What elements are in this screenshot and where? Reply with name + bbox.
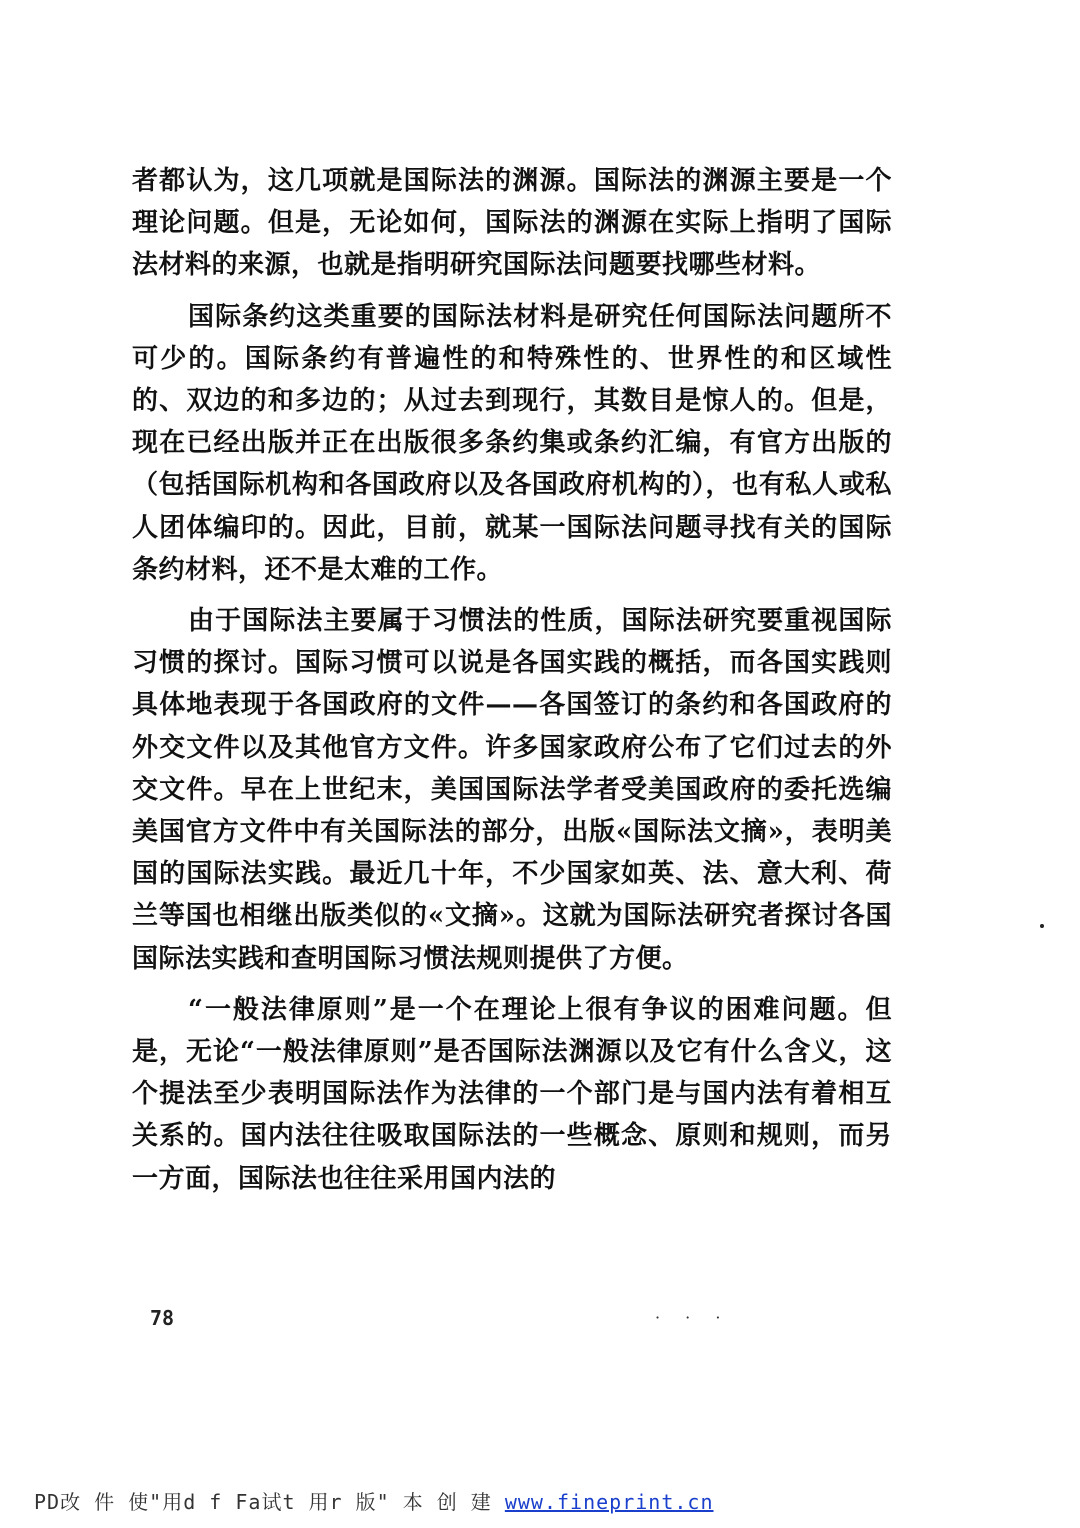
watermark-text: PD改 件 使"用d f Fa试t 用r 版" 本 创 建	[34, 1490, 492, 1514]
page-number: 78	[150, 1306, 175, 1330]
pdf-watermark-footer	[34, 1486, 734, 1515]
fineprint-link[interactable]: www.fineprint.cn	[504, 1490, 714, 1514]
scan-artifact-dots: · · ·	[655, 1308, 731, 1327]
paragraph-2: 国际条约这类重要的国际法材料是研究任何国际法问题所不可少的。国际条约有普遍性的和特殊性的、世界性的和区域性的、双边的和多边的；从过去到现行，其数目是惊人的。但是，现在已经出版并正在出版很多条约集或条约汇编，有官方出版的（包括国际机构和各国政府以及各国政府机构的），也有私人或私人团体编印的。因此，目前，就某一国际法问题寻找有关的国际条约材料，还不是太难的工作。	[132, 301, 892, 585]
paragraph-3: 由于国际法主要属于习惯法的性质，国际法研究要重视国际习惯的探讨。国际习惯可以说是各国实践的概括，而各国实践则具体地表现于各国政府的文件——各国签订的条约和各国政府的外交文件以及其他官方文件。许多国家政府公布了它们过去的外交文件。早在上世纪末，美国国际法学者受美国政府的委托选编美国官方文件中有关国际法的部分，出版«国际法文摘»，表明美国的国际法实践。最近几十年，不少国家如英、法、意大利、荷兰等国也相继出版类似的«文摘»。这就为国际法研究者探讨各国国际法实践和查明国际习惯法规则提供了方便。	[132, 606, 892, 974]
scan-artifact-margin-dot	[1040, 924, 1044, 928]
paragraph-4: “一般法律原则”是一个在理论上很有争议的困难问题。但是，无论“一般法律原则”是否国际法渊源以及它有什么含义，这个提法至少表明国际法作为法律的一个部门是与国内法有着相互关系的。国内法往往吸取国际法的一些概念、原则和规则，而另一方面，国际法也往往采用国内法的	[132, 994, 892, 1194]
body-text	[132, 160, 892, 1209]
paragraph-1: 者都认为，这几项就是国际法的渊源。国际法的渊源主要是一个理论问题。但是，无论如何，国际法的渊源在实际上指明了国际法材料的来源，也就是指明研究国际法问题要找哪些材料。	[132, 166, 892, 281]
